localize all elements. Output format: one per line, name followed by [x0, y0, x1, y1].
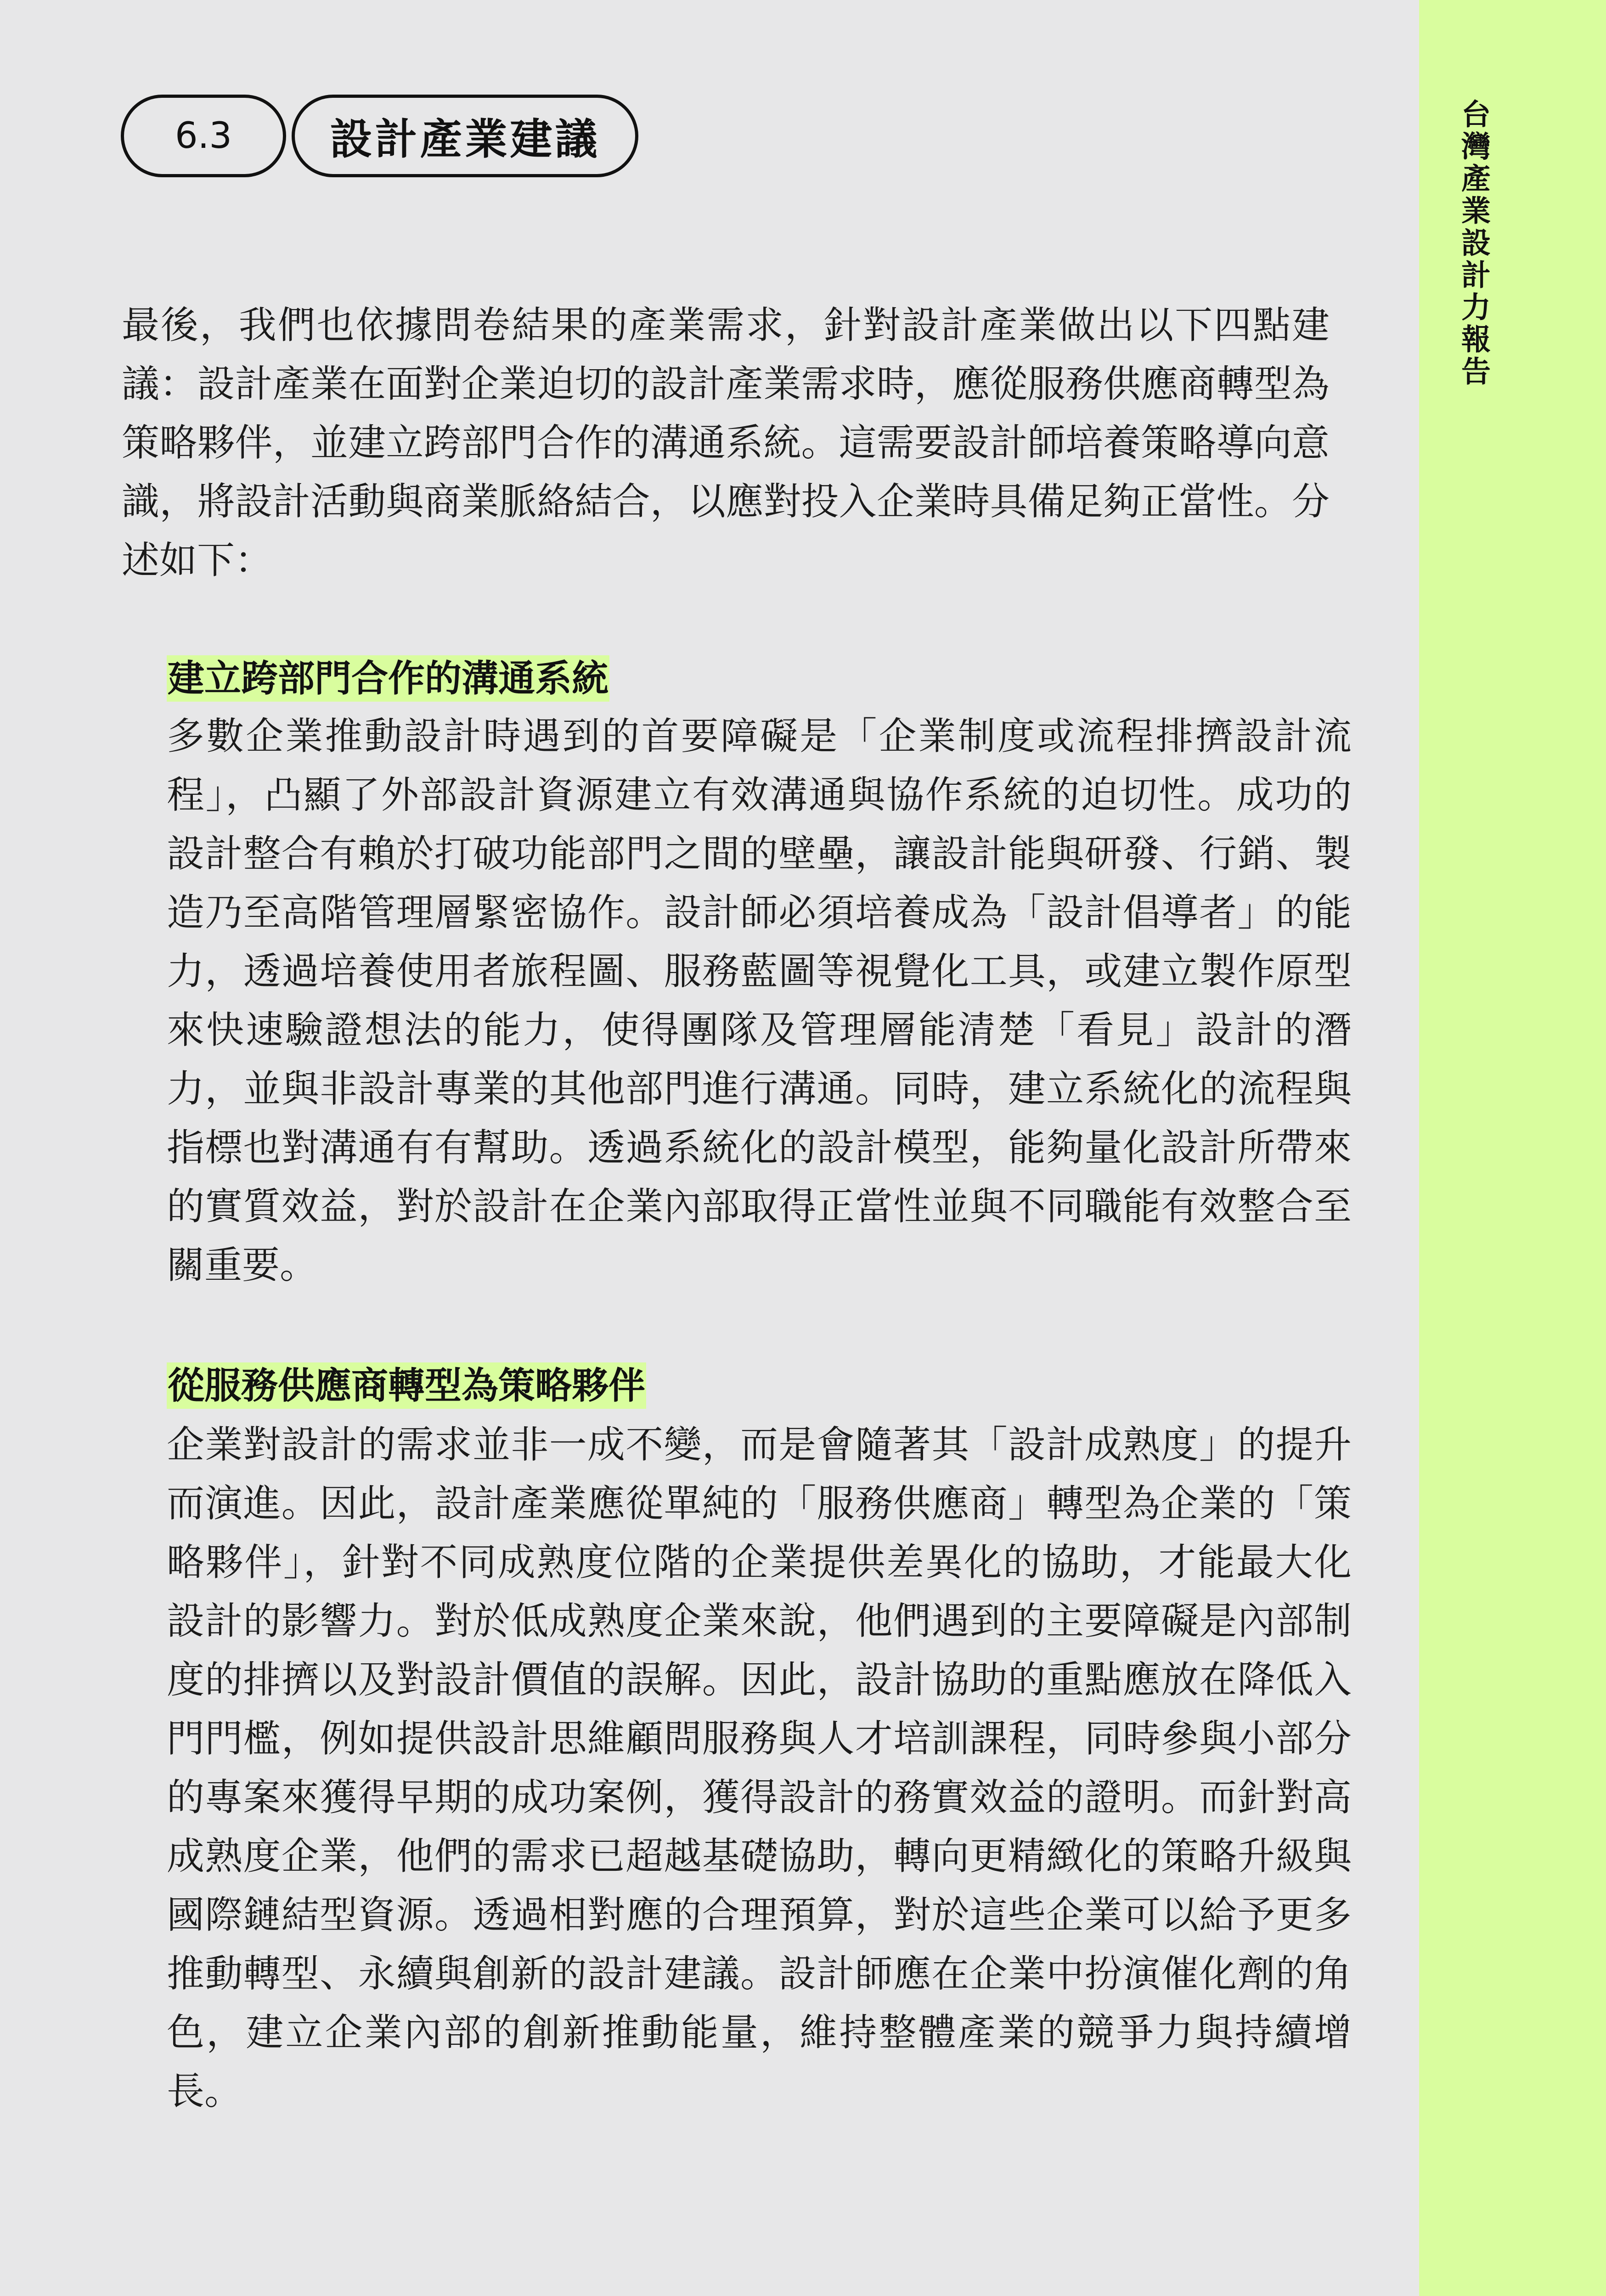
- subsection-title-strategic-partner: [167, 1363, 646, 1409]
- section-heading: [121, 95, 638, 177]
- report-title: 台灣產業設計力報告: [1456, 99, 1490, 388]
- section-title: 設計產業建議: [292, 95, 638, 177]
- subsection-title-text: 從服務供應商轉型為策略夥伴: [167, 1362, 646, 1409]
- subsection-title-text: 建立跨部門合作的溝通系統: [167, 655, 609, 702]
- subsection-title-communication: [167, 656, 609, 702]
- subsection-body-communication: 多數企業推動設計時遇到的首要障礙是「企業制度或流程排擠設計流程」，凸顯了外部設計資源建立有效溝通與協作系統的迫切性。成功的設計整合有賴於打破功能部門之間的壁壘，讓設計能與研發、行銷、製造乃至高階管理層緊密協作。設計師必須培養成為「設計倡導者」的能力，透過培養使用者旅程圖、服務藍圖等視覺化工具，或建立製作原型來快速驗證想法的能力，使得團隊及管理層能清楚「看見」設計的潛力，並與非設計專業的其他部門進行溝通。同時，建立系統化的流程與指標也對溝通有有幫助。透過系統化的設計模型，能夠量化設計所帶來的實質效益，對於設計在企業內部取得正當性並與不同職能有效整合至關重要。: [167, 715, 1352, 1287]
- intro-paragraph: 最後，我們也依據問卷結果的產業需求，針對設計產業做出以下四點建議：設計產業在面對企業迫切的設計產業需求時，應從服務供應商轉型為策略夥伴，並建立跨部門合作的溝通系統。這需要設計師培養策略導向意識，將設計活動與商業脈絡結合，以應對投入企業時具備足夠正當性。分述如下：: [122, 304, 1330, 582]
- section-number: 6.3: [121, 95, 286, 177]
- subsection-body-strategic-partner: 企業對設計的需求並非一成不變，而是會隨著其「設計成熟度」的提升而演進。因此，設計產業應從單純的「服務供應商」轉型為企業的「策略夥伴」，針對不同成熟度位階的企業提供差異化的協助，才能最大化設計的影響力。對於低成熟度企業來說，他們遇到的主要障礙是內部制度的排擠以及對設計價值的誤解。因此，設計協助的重點應放在降低入門門檻，例如提供設計思維顧問服務與人才培訓課程，同時參與小部分的專案來獲得早期的成功案例，獲得設計的務實效益的證明。而針對高成熟度企業，他們的需求已超越基礎協助，轉向更精緻化的策略升級與國際鏈結型資源。透過相對應的合理預算，對於這些企業可以給予更多推動轉型、永續與創新的設計建議。設計師應在企業中扮演催化劑的角色，建立企業內部的創新推動能量，維持整體產業的競爭力與持續增長。: [167, 1423, 1352, 2113]
